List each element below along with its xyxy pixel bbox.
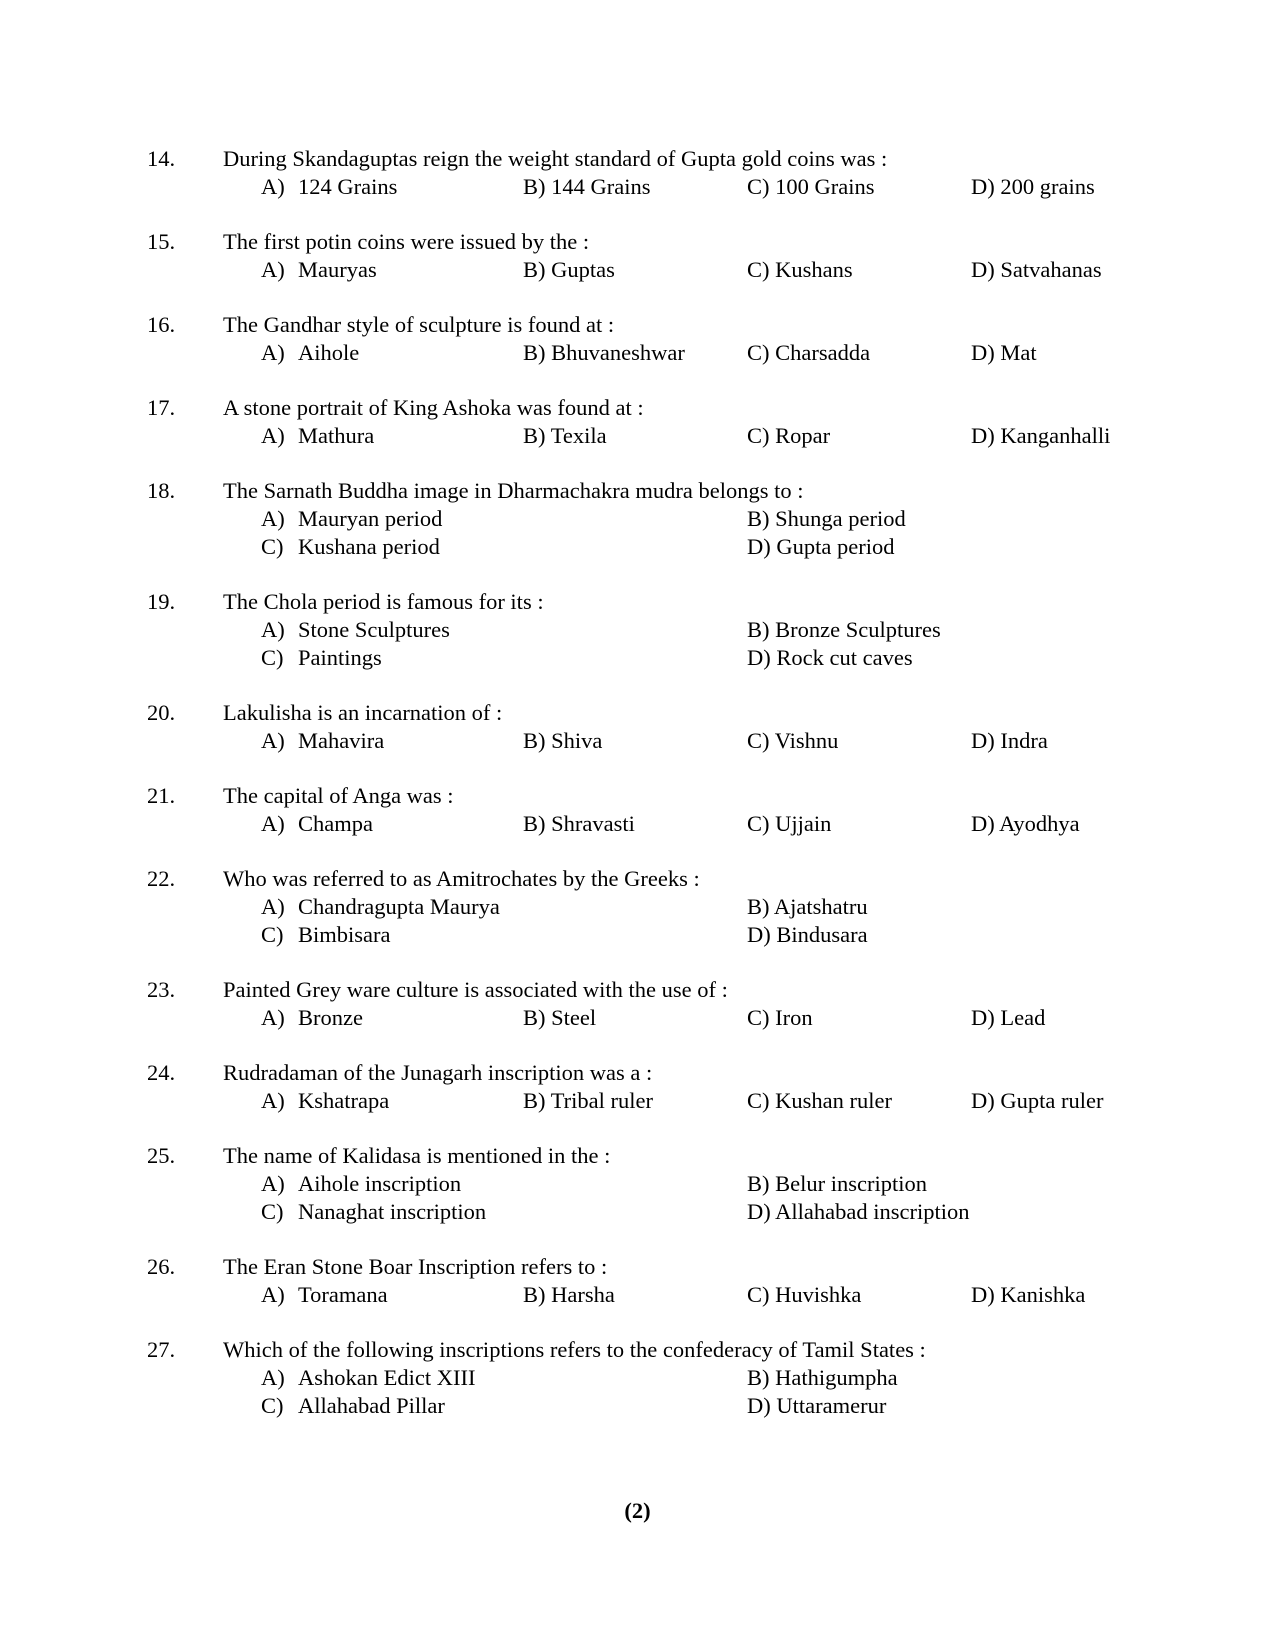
option-b xyxy=(747,505,906,533)
question-item xyxy=(0,699,1275,755)
question-text: The first potin coins were issued by the : xyxy=(223,229,590,254)
option-label: D) xyxy=(971,174,995,199)
option-text: Bronze Sculptures xyxy=(775,617,941,642)
option-text: Mauryan period xyxy=(298,506,443,531)
question-text: The Chola period is famous for its : xyxy=(223,589,544,614)
question-row xyxy=(0,145,1275,173)
option-text: Allahabad inscription xyxy=(775,1199,970,1224)
question-row xyxy=(0,477,1275,505)
question-number: 24. xyxy=(147,1060,176,1085)
option-b xyxy=(747,1364,898,1392)
question-row xyxy=(0,1253,1275,1281)
question-number: 18. xyxy=(147,478,176,503)
option-label: D) xyxy=(971,811,995,836)
option-label: A) xyxy=(261,1171,285,1196)
option-text: Champa xyxy=(298,811,373,836)
option-d xyxy=(747,1198,969,1226)
option-label: B) xyxy=(523,340,546,365)
options-row xyxy=(0,1392,1275,1420)
option-text: Kushans xyxy=(775,257,853,282)
question-text: Lakulisha is an incarnation of : xyxy=(223,700,503,725)
question-row xyxy=(0,1336,1275,1364)
option-text: Texila xyxy=(550,423,607,448)
option-text: Kanishka xyxy=(1000,1282,1086,1307)
options-row xyxy=(0,810,1275,838)
option-text: 124 Grains xyxy=(298,174,398,199)
option-label: C) xyxy=(261,645,284,670)
option-label: D) xyxy=(971,340,995,365)
option-text: Uttaramerur xyxy=(776,1393,887,1418)
option-label: C) xyxy=(747,340,770,365)
option-label: B) xyxy=(523,174,546,199)
question-text: Who was referred to as Amitrochates by the Greeks : xyxy=(223,866,700,891)
option-label: C) xyxy=(747,174,770,199)
options-row xyxy=(0,422,1275,450)
option-text: Lead xyxy=(1000,1005,1046,1030)
option-label: C) xyxy=(747,1005,770,1030)
option-text: Bhuvaneshwar xyxy=(551,340,685,365)
option-label: A) xyxy=(261,1282,285,1307)
option-d xyxy=(971,422,1110,450)
option-d xyxy=(971,1281,1085,1309)
option-label: D) xyxy=(971,1005,995,1030)
question-row xyxy=(0,976,1275,1004)
question-item xyxy=(0,1253,1275,1309)
question-item xyxy=(0,145,1275,201)
question-item xyxy=(0,865,1275,949)
question-item xyxy=(0,1142,1275,1226)
options-row xyxy=(0,533,1275,561)
option-text: Aihole xyxy=(298,340,360,365)
options-row xyxy=(0,1170,1275,1198)
option-label: D) xyxy=(747,1199,771,1224)
question-row xyxy=(0,782,1275,810)
question-item xyxy=(0,1336,1275,1420)
option-text: Kushana period xyxy=(298,534,440,559)
option-b xyxy=(747,893,868,921)
option-label: B) xyxy=(747,617,770,642)
question-list xyxy=(0,145,1275,1448)
option-text: Toramana xyxy=(298,1282,388,1307)
option-text: Ayodhya xyxy=(999,811,1080,836)
question-number: 23. xyxy=(147,977,176,1002)
option-label: A) xyxy=(261,506,285,531)
option-label: A) xyxy=(261,1005,285,1030)
option-d xyxy=(747,644,913,672)
option-label: C) xyxy=(261,1199,284,1224)
option-c xyxy=(747,173,875,201)
question-item xyxy=(0,976,1275,1032)
question-row xyxy=(0,1059,1275,1087)
option-label: C) xyxy=(747,1088,770,1113)
option-text: Belur inscription xyxy=(775,1171,927,1196)
question-number: 22. xyxy=(147,866,176,891)
option-d xyxy=(971,727,1048,755)
option-text: Kushan ruler xyxy=(775,1088,892,1113)
options-row xyxy=(0,173,1275,201)
option-c xyxy=(747,422,830,450)
option-label: B) xyxy=(747,506,770,531)
option-label: A) xyxy=(261,1365,285,1390)
option-d xyxy=(971,810,1080,838)
option-label: C) xyxy=(261,534,284,559)
options-row xyxy=(0,1364,1275,1392)
options-row xyxy=(0,1198,1275,1226)
option-label: A) xyxy=(261,1088,285,1113)
option-c xyxy=(261,644,382,672)
option-text: Stone Sculptures xyxy=(298,617,450,642)
option-label: A) xyxy=(261,894,285,919)
question-number: 19. xyxy=(147,589,176,614)
option-c xyxy=(747,1087,892,1115)
option-text: Hathigumpha xyxy=(775,1365,898,1390)
options-row xyxy=(0,1004,1275,1032)
option-d xyxy=(971,339,1037,367)
option-label: B) xyxy=(523,423,546,448)
option-d xyxy=(971,1004,1045,1032)
question-row xyxy=(0,588,1275,616)
option-text: Bindusara xyxy=(776,922,868,947)
option-text: Shiva xyxy=(551,728,603,753)
question-row xyxy=(0,1142,1275,1170)
question-row xyxy=(0,311,1275,339)
question-text: The capital of Anga was : xyxy=(223,783,454,808)
option-b xyxy=(747,616,941,644)
option-text: Ajatshatru xyxy=(773,894,868,919)
option-a xyxy=(261,810,373,838)
option-label: D) xyxy=(747,534,771,559)
option-text: Kanganhalli xyxy=(1000,423,1111,448)
option-c xyxy=(747,1281,861,1309)
option-label: B) xyxy=(747,894,770,919)
option-b xyxy=(523,422,607,450)
option-text: Steel xyxy=(551,1005,597,1030)
option-label: D) xyxy=(971,1088,995,1113)
option-label: B) xyxy=(523,1088,546,1113)
option-label: A) xyxy=(261,257,285,282)
option-b xyxy=(523,1087,653,1115)
question-row xyxy=(0,228,1275,256)
option-text: Mat xyxy=(1000,340,1037,365)
option-a xyxy=(261,339,359,367)
option-text: Ashokan Edict XIII xyxy=(298,1365,476,1390)
option-text: Ropar xyxy=(775,423,831,448)
question-text: A stone portrait of King Ashoka was found at : xyxy=(223,395,644,420)
option-label: B) xyxy=(747,1365,770,1390)
option-label: B) xyxy=(523,257,546,282)
option-c xyxy=(261,1392,445,1420)
option-text: Mahavira xyxy=(298,728,385,753)
option-label: B) xyxy=(747,1171,770,1196)
option-c xyxy=(261,1198,486,1226)
option-label: B) xyxy=(523,811,546,836)
option-label: D) xyxy=(747,922,771,947)
option-label: C) xyxy=(747,423,770,448)
question-item xyxy=(0,477,1275,561)
option-c xyxy=(747,339,870,367)
option-label: C) xyxy=(747,811,770,836)
option-c xyxy=(747,256,853,284)
option-text: Gupta ruler xyxy=(1000,1088,1104,1113)
question-text: The Gandhar style of sculpture is found at : xyxy=(223,312,615,337)
option-text: Mauryas xyxy=(298,257,377,282)
option-text: Iron xyxy=(775,1005,813,1030)
option-a xyxy=(261,1170,461,1198)
option-label: A) xyxy=(261,340,285,365)
option-text: Indra xyxy=(1000,728,1048,753)
question-number: 17. xyxy=(147,395,176,420)
option-b xyxy=(747,1170,927,1198)
question-text: The Eran Stone Boar Inscription refers to : xyxy=(223,1254,608,1279)
options-row xyxy=(0,921,1275,949)
option-a xyxy=(261,173,397,201)
option-label: D) xyxy=(971,728,995,753)
question-item xyxy=(0,1059,1275,1115)
option-text: Paintings xyxy=(298,645,382,670)
option-a xyxy=(261,1281,388,1309)
option-text: Bronze xyxy=(298,1005,363,1030)
option-label: A) xyxy=(261,423,285,448)
option-d xyxy=(747,921,868,949)
option-b xyxy=(523,256,615,284)
option-b xyxy=(523,339,685,367)
option-d xyxy=(971,256,1102,284)
question-number: 16. xyxy=(147,312,176,337)
option-c xyxy=(261,921,390,949)
question-text: Painted Grey ware culture is associated with the use of : xyxy=(223,977,728,1002)
option-text: Ujjain xyxy=(775,811,832,836)
option-d xyxy=(971,173,1095,201)
option-c xyxy=(261,533,440,561)
options-row xyxy=(0,1281,1275,1309)
option-d xyxy=(971,1087,1103,1115)
option-label: B) xyxy=(523,1282,546,1307)
question-item xyxy=(0,782,1275,838)
option-label: A) xyxy=(261,174,285,199)
option-text: 100 Grains xyxy=(775,174,875,199)
option-b xyxy=(523,1281,615,1309)
option-text: 144 Grains xyxy=(551,174,651,199)
option-a xyxy=(261,893,500,921)
options-row xyxy=(0,505,1275,533)
page-number: (2) xyxy=(624,1498,651,1523)
option-text: Tribal ruler xyxy=(550,1088,654,1113)
option-text: Vishnu xyxy=(774,728,839,753)
question-row xyxy=(0,394,1275,422)
option-text: Shunga period xyxy=(775,506,906,531)
question-number: 20. xyxy=(147,700,176,725)
question-number: 14. xyxy=(147,146,176,171)
option-text: Allahabad Pillar xyxy=(298,1393,445,1418)
option-label: D) xyxy=(747,645,771,670)
question-item xyxy=(0,311,1275,367)
option-c xyxy=(747,727,838,755)
options-row xyxy=(0,727,1275,755)
options-row xyxy=(0,339,1275,367)
options-row xyxy=(0,616,1275,644)
option-text: Guptas xyxy=(551,257,615,282)
question-text: During Skandaguptas reign the weight standard of Gupta gold coins was : xyxy=(223,146,888,171)
question-text: Which of the following inscriptions refers to the confederacy of Tamil States : xyxy=(223,1337,926,1362)
question-item xyxy=(0,228,1275,284)
option-c xyxy=(747,1004,813,1032)
option-label: D) xyxy=(971,257,995,282)
option-text: Aihole inscription xyxy=(298,1171,462,1196)
option-label: D) xyxy=(971,1282,995,1307)
option-text: Shravasti xyxy=(551,811,635,836)
option-text: Gupta period xyxy=(776,534,895,559)
option-d xyxy=(747,533,894,561)
option-b xyxy=(523,173,651,201)
option-c xyxy=(747,810,831,838)
option-a xyxy=(261,1087,389,1115)
option-label: A) xyxy=(261,811,285,836)
option-text: Charsadda xyxy=(775,340,871,365)
option-label: D) xyxy=(971,423,995,448)
option-a xyxy=(261,422,374,450)
option-a xyxy=(261,256,377,284)
option-text: Mathura xyxy=(298,423,375,448)
option-a xyxy=(261,1004,363,1032)
question-number: 15. xyxy=(147,229,176,254)
option-label: B) xyxy=(523,728,546,753)
option-label: A) xyxy=(261,617,285,642)
options-row xyxy=(0,644,1275,672)
option-text: Chandragupta Maurya xyxy=(298,894,500,919)
option-label: A) xyxy=(261,728,285,753)
question-item xyxy=(0,588,1275,672)
question-text: The Sarnath Buddha image in Dharmachakra mudra belongs to : xyxy=(223,478,804,503)
question-row xyxy=(0,699,1275,727)
option-text: Satvahanas xyxy=(1000,257,1102,282)
option-text: Huvishka xyxy=(775,1282,862,1307)
options-row xyxy=(0,256,1275,284)
question-number: 26. xyxy=(147,1254,176,1279)
option-text: Kshatrapa xyxy=(298,1088,390,1113)
options-row xyxy=(0,893,1275,921)
option-b xyxy=(523,1004,596,1032)
option-text: Nanaghat inscription xyxy=(298,1199,487,1224)
question-number: 27. xyxy=(147,1337,176,1362)
option-label: C) xyxy=(261,1393,284,1418)
option-label: D) xyxy=(747,1393,771,1418)
option-b xyxy=(523,810,635,838)
option-a xyxy=(261,505,442,533)
option-a xyxy=(261,727,384,755)
question-text: Rudradaman of the Junagarh inscription was a : xyxy=(223,1060,653,1085)
question-number: 25. xyxy=(147,1143,176,1168)
option-label: C) xyxy=(261,922,284,947)
option-d xyxy=(747,1392,886,1420)
question-text: The name of Kalidasa is mentioned in the : xyxy=(223,1143,611,1168)
question-item xyxy=(0,394,1275,450)
option-a xyxy=(261,1364,475,1392)
option-label: C) xyxy=(747,257,770,282)
option-label: C) xyxy=(747,728,770,753)
option-text: Harsha xyxy=(551,1282,615,1307)
option-text: Bimbisara xyxy=(298,922,391,947)
options-row xyxy=(0,1087,1275,1115)
option-b xyxy=(523,727,602,755)
option-text: 200 grains xyxy=(1000,174,1095,199)
question-row xyxy=(0,865,1275,893)
option-label: B) xyxy=(523,1005,546,1030)
question-number: 21. xyxy=(147,783,176,808)
option-text: Rock cut caves xyxy=(776,645,913,670)
option-a xyxy=(261,616,450,644)
option-label: C) xyxy=(747,1282,770,1307)
